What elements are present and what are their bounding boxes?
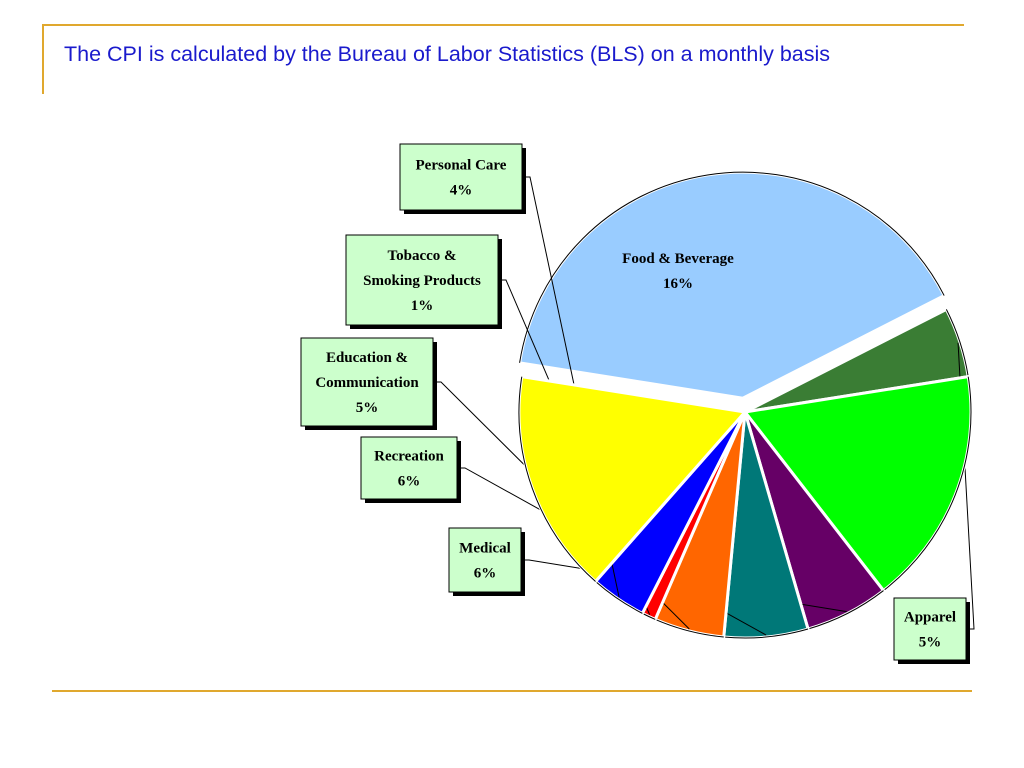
- slice-label-food-and-beverage: Food & Beverage: [622, 251, 734, 267]
- slice-label-education-and-communication: Education &: [325, 350, 409, 366]
- slice-percent-education-and-communication: 5%: [355, 400, 379, 416]
- slide-title: The CPI is calculated by the Bureau of Labor Statistics (BLS) on a monthly basis: [64, 42, 831, 66]
- slice-label-tobacco-and-smoking-products: Smoking Products: [363, 273, 481, 289]
- slice-percent-recreation: 6%: [397, 473, 421, 490]
- slice-label-education-and-communication: Communication: [315, 375, 419, 391]
- slice-label-medical: Medical: [459, 540, 511, 557]
- slice-label-personal-care: Personal Care: [415, 157, 507, 174]
- slice-percent-food-and-beverage: 16%: [663, 276, 693, 292]
- slice-percent-medical: 6%: [473, 565, 497, 582]
- slice-label-apparel: Apparel: [903, 609, 957, 626]
- slice-percent-tobacco-and-smoking-products: 1%: [410, 298, 434, 314]
- callout-box-recreation: [361, 437, 457, 499]
- slice-percent-personal-care: 4%: [449, 182, 473, 199]
- slice-label-recreation: Recreation: [374, 448, 444, 465]
- callout-box-medical: [449, 528, 521, 592]
- callout-box-apparel: [894, 598, 966, 660]
- callout-box-personal-care: [400, 144, 522, 210]
- slice-label-tobacco-and-smoking-products: Tobacco &: [387, 248, 457, 264]
- bottom-rule: [52, 690, 972, 692]
- slice-percent-apparel: 5%: [918, 634, 942, 651]
